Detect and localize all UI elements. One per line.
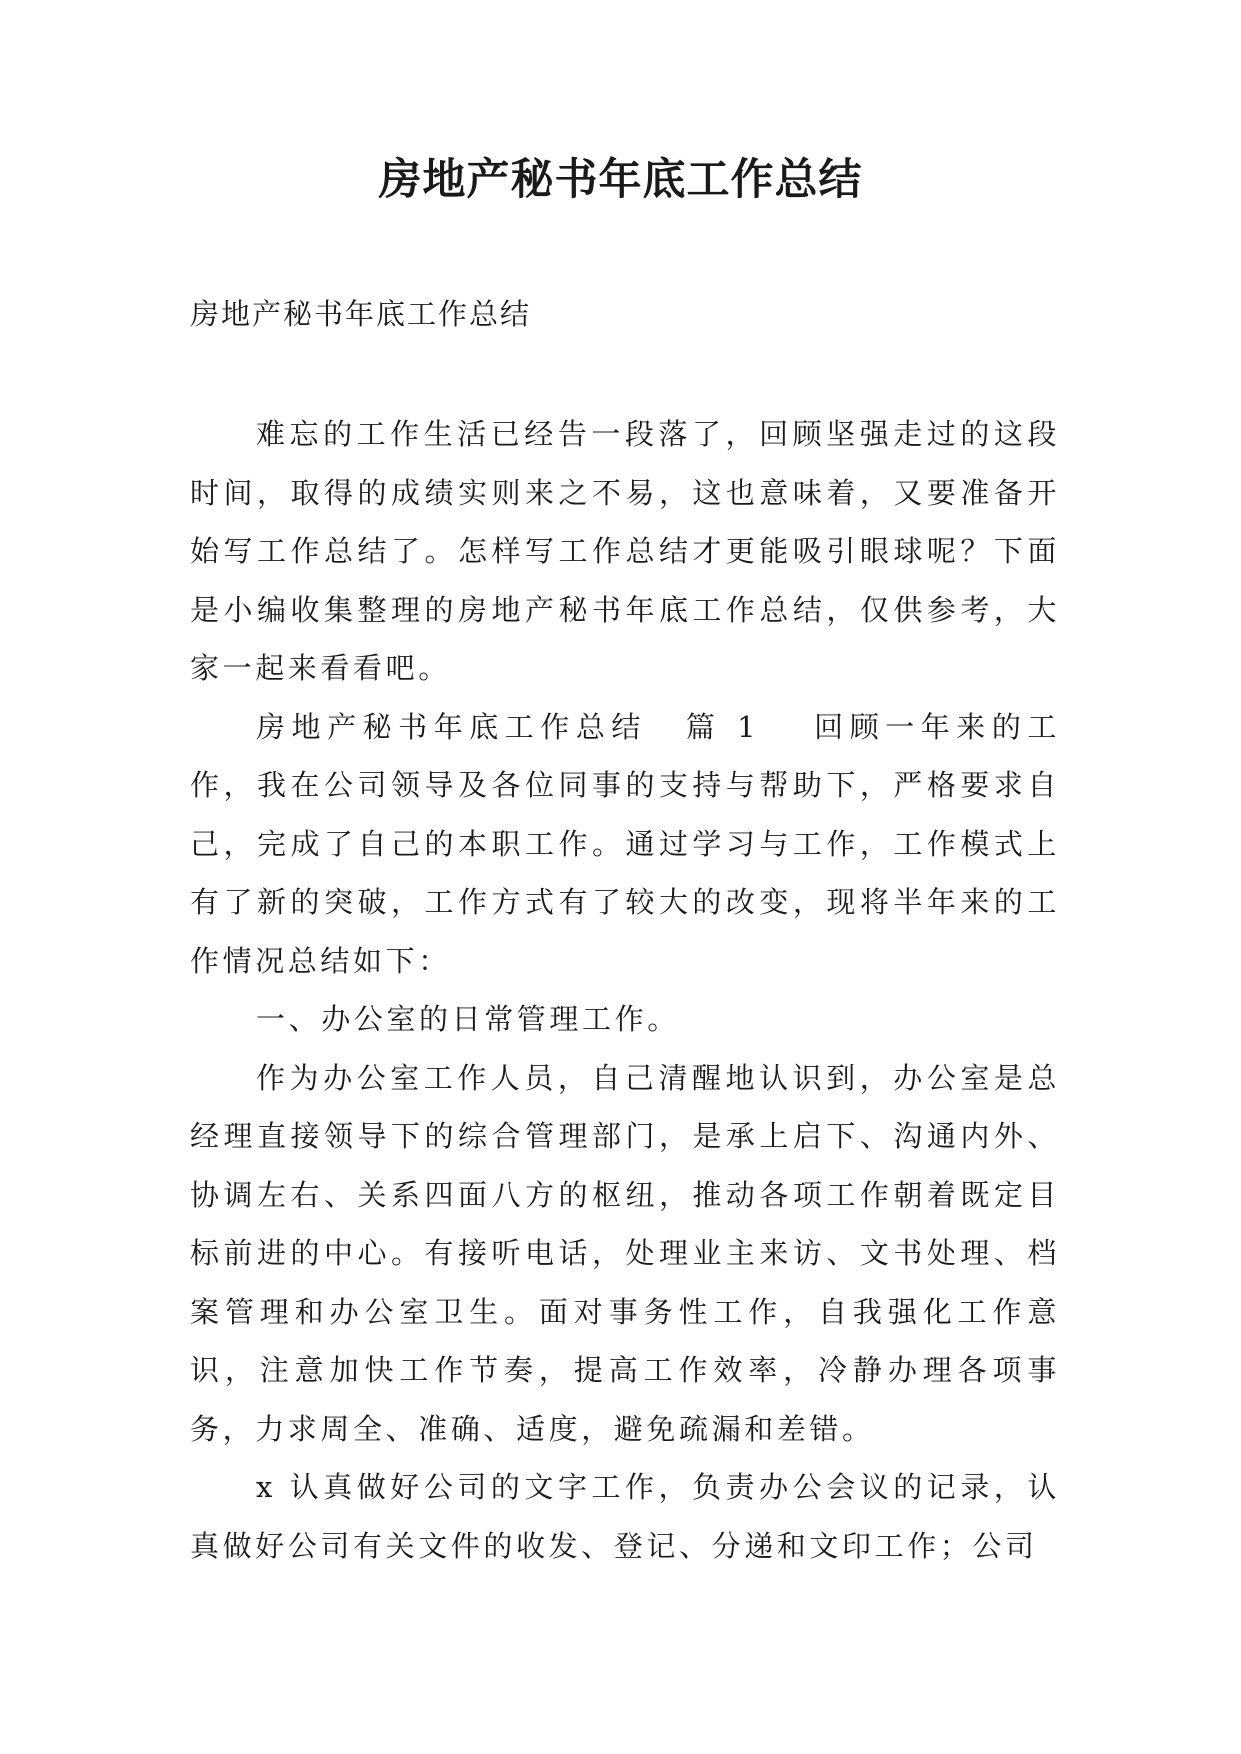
- paragraph-item-1: [190, 990, 1060, 1049]
- paragraph-text: 难忘的工作生活已经告一段落了，回顾坚强走过的这段时间，取得的成绩实则来之不易，这也意味着，又要准备开始写工作总结了。怎样写工作总结才更能吸引眼球呢？下面是小编收集整理的房地产秘书年底工作总结，仅供参考，大家一起来看看吧。: [190, 417, 1060, 685]
- paragraph-text: 作为办公室工作人员，自己清醒地认识到，办公室是总经理直接领导下的综合管理部门，是承上启下、沟通内外、协调左右、关系四面八方的枢纽，推动各项工作朝着既定目标前进的中心。有接听电话，处理业主来访、文书处理、档案管理和办公室卫生。面对事务性工作，自我强化工作意识，注意加快工作节奏，提高工作效率，冷静办理各项事务，力求周全、准确、适度，避免疏漏和差错。: [190, 1060, 1060, 1446]
- paragraph-text: 一、办公室的日常管理工作。: [256, 1002, 680, 1036]
- document-body: [190, 405, 1060, 1575]
- document-title: 房地产秘书年底工作总结: [378, 155, 863, 205]
- paragraph-text: x 认真做好公司的文字工作，负责办公会议的记录，认真做好公司有关文件的收发、登记、分递和文印工作；公司: [190, 1470, 1060, 1563]
- paragraph-section-1: [190, 698, 1060, 991]
- document-subtitle: 房地产秘书年底工作总结: [190, 297, 532, 331]
- paragraph-office-role: [190, 1049, 1060, 1459]
- paragraph-document-work: [190, 1458, 1060, 1575]
- paragraph-text: 回顾一年来的工作，我在公司领导及各位同事的支持与帮助下，严格要求自己，完成了自己的本职工作。通过学习与工作，工作模式上有了新的突破，工作方式有了较大的改变，现将半年来的工作情况总结如下：: [190, 709, 1060, 978]
- section-number: 篇 1: [682, 709, 760, 744]
- paragraph-intro: [190, 405, 1060, 698]
- section-heading: 房地产秘书年底工作总结: [256, 709, 647, 744]
